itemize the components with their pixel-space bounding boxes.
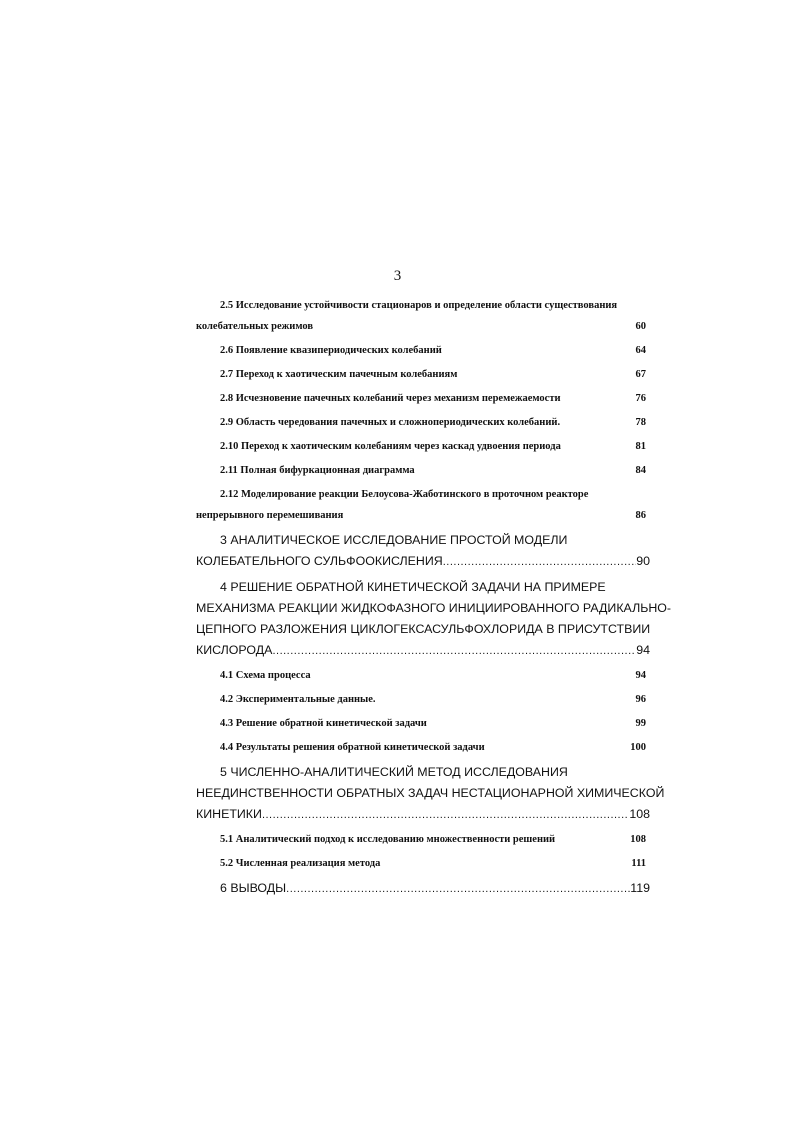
toc-entry-title: 2.7 Переход к хаотическим пачечным колебаниям — [220, 369, 458, 380]
toc-entry-title-line: 5 ЧИСЛЕННО-АНАЛИТИЧЕСКИЙ МЕТОД ИССЛЕДОВАНИЯ — [220, 765, 568, 779]
toc-chapter-entry — [196, 577, 672, 662]
toc-entry-page: 76 — [635, 393, 646, 404]
toc-entry-page: 119 — [630, 881, 650, 895]
toc-entry-title: 4.4 Результаты решения обратной кинетической задачи — [220, 742, 485, 753]
toc-entry-title-line: непрерывного перемешивания — [196, 510, 344, 521]
toc-entry-title-line: 2.12 Моделирование реакции Белоусова-Жаботинского в проточном реакторе — [220, 489, 589, 500]
dot-leader — [443, 552, 636, 573]
toc-entry-title-line: 6 ВЫВОДЫ — [220, 881, 287, 895]
toc-entry-title: 4.1 Схема процесса — [220, 670, 311, 681]
toc-entry-title: 4.2 Экспериментальные данные. — [220, 694, 376, 705]
toc-entry-title-line: КОЛЕБАТЕЛЬНОГО СУЛЬФООКИСЛЕНИЯ — [196, 554, 443, 568]
toc-section-entry — [196, 665, 650, 686]
toc-entry-title-line: колебательных режимов — [196, 321, 314, 332]
toc-entry-page: 64 — [635, 345, 646, 356]
toc-chapter-entry — [196, 762, 665, 826]
toc-section-entry — [196, 388, 650, 409]
toc-entry-title-line: 4 РЕШЕНИЕ ОБРАТНОЙ КИНЕТИЧЕСКОЙ ЗАДАЧИ НА ПРИМЕРЕ — [220, 580, 606, 594]
toc-chapter-entry — [196, 530, 650, 573]
toc-section-entry — [196, 737, 650, 758]
toc-entry-title: 5.1 Аналитический подход к исследованию множественности решений — [220, 834, 556, 845]
toc-entry-title: 2.10 Переход к хаотическим колебаниям через каскад удвоения периода — [220, 441, 561, 452]
toc-entry-page: 67 — [635, 369, 646, 380]
toc-entry-page: 111 — [631, 858, 646, 869]
toc-section-entry — [196, 713, 650, 734]
toc-entry-page: 78 — [635, 417, 646, 428]
toc-entry-title-line: МЕХАНИЗМА РЕАКЦИИ ЖИДКОФАЗНОГО ИНИЦИИРОВАННОГО РАДИКАЛЬНО- — [196, 601, 672, 615]
toc-entry-title-line: 3 АНАЛИТИЧЕСКОЕ ИССЛЕДОВАНИЕ ПРОСТОЙ МОДЕЛИ — [220, 533, 568, 547]
toc-section-entry — [196, 460, 650, 481]
toc-entry-title-line: ЦЕПНОГО РАЗЛОЖЕНИЯ ЦИКЛОГЕКСАСУЛЬФОХЛОРИДА В ПРИСУТСТВИИ — [196, 622, 651, 636]
toc-section-entry — [196, 412, 650, 433]
page-number: 3 — [393, 268, 402, 284]
toc-entry-page: 94 — [636, 643, 650, 657]
toc-section-entry — [196, 436, 650, 457]
toc-entry-page: 96 — [635, 694, 646, 705]
toc-entry-title: 2.11 Полная бифуркационная диаграмма — [220, 465, 415, 476]
toc-section-entry — [196, 829, 650, 850]
toc-entry-page: 60 — [635, 321, 646, 332]
table-of-contents — [196, 292, 672, 900]
toc-section-entry — [196, 295, 650, 337]
toc-chapter-entry — [196, 878, 650, 900]
toc-entry-page: 100 — [630, 742, 646, 753]
toc-entry-title-line: КИНЕТИКИ — [196, 807, 262, 821]
toc-entry-page: 108 — [629, 807, 650, 821]
toc-entry-page: 84 — [635, 465, 646, 476]
toc-entry-title-line: КИСЛОРОДА — [196, 643, 273, 657]
toc-entry-title: 5.2 Численная реализация метода — [220, 858, 381, 869]
dot-leader — [262, 805, 629, 826]
toc-entry-page: 94 — [635, 670, 646, 681]
toc-entry-title: 2.9 Область чередования пачечных и сложнопериодических колебаний. — [220, 417, 561, 428]
toc-section-entry — [196, 484, 650, 526]
toc-entry-page: 90 — [636, 554, 650, 568]
toc-section-entry — [196, 689, 650, 710]
toc-entry-title: 2.6 Появление квазипериодических колебаний — [220, 345, 442, 356]
toc-entry-title: 4.3 Решение обратной кинетической задачи — [220, 718, 427, 729]
toc-entry-title: 2.8 Исчезновение пачечных колебаний через механизм перемежаемости — [220, 393, 561, 404]
toc-entry-title-line: 2.5 Исследование устойчивости стационаров и определение области существования — [220, 300, 618, 311]
toc-section-entry — [196, 853, 650, 874]
toc-section-entry — [196, 340, 650, 361]
dot-leader — [272, 641, 636, 662]
toc-entry-page: 81 — [635, 441, 646, 452]
dot-leader — [286, 879, 630, 900]
toc-entry-page: 99 — [635, 718, 646, 729]
toc-entry-title-line: НЕЕДИНСТВЕННОСТИ ОБРАТНЫХ ЗАДАЧ НЕСТАЦИОНАРНОЙ ХИМИЧЕСКОЙ — [196, 786, 665, 800]
toc-entry-page: 108 — [630, 834, 646, 845]
toc-section-entry — [196, 364, 650, 385]
toc-entry-page: 86 — [635, 510, 646, 521]
